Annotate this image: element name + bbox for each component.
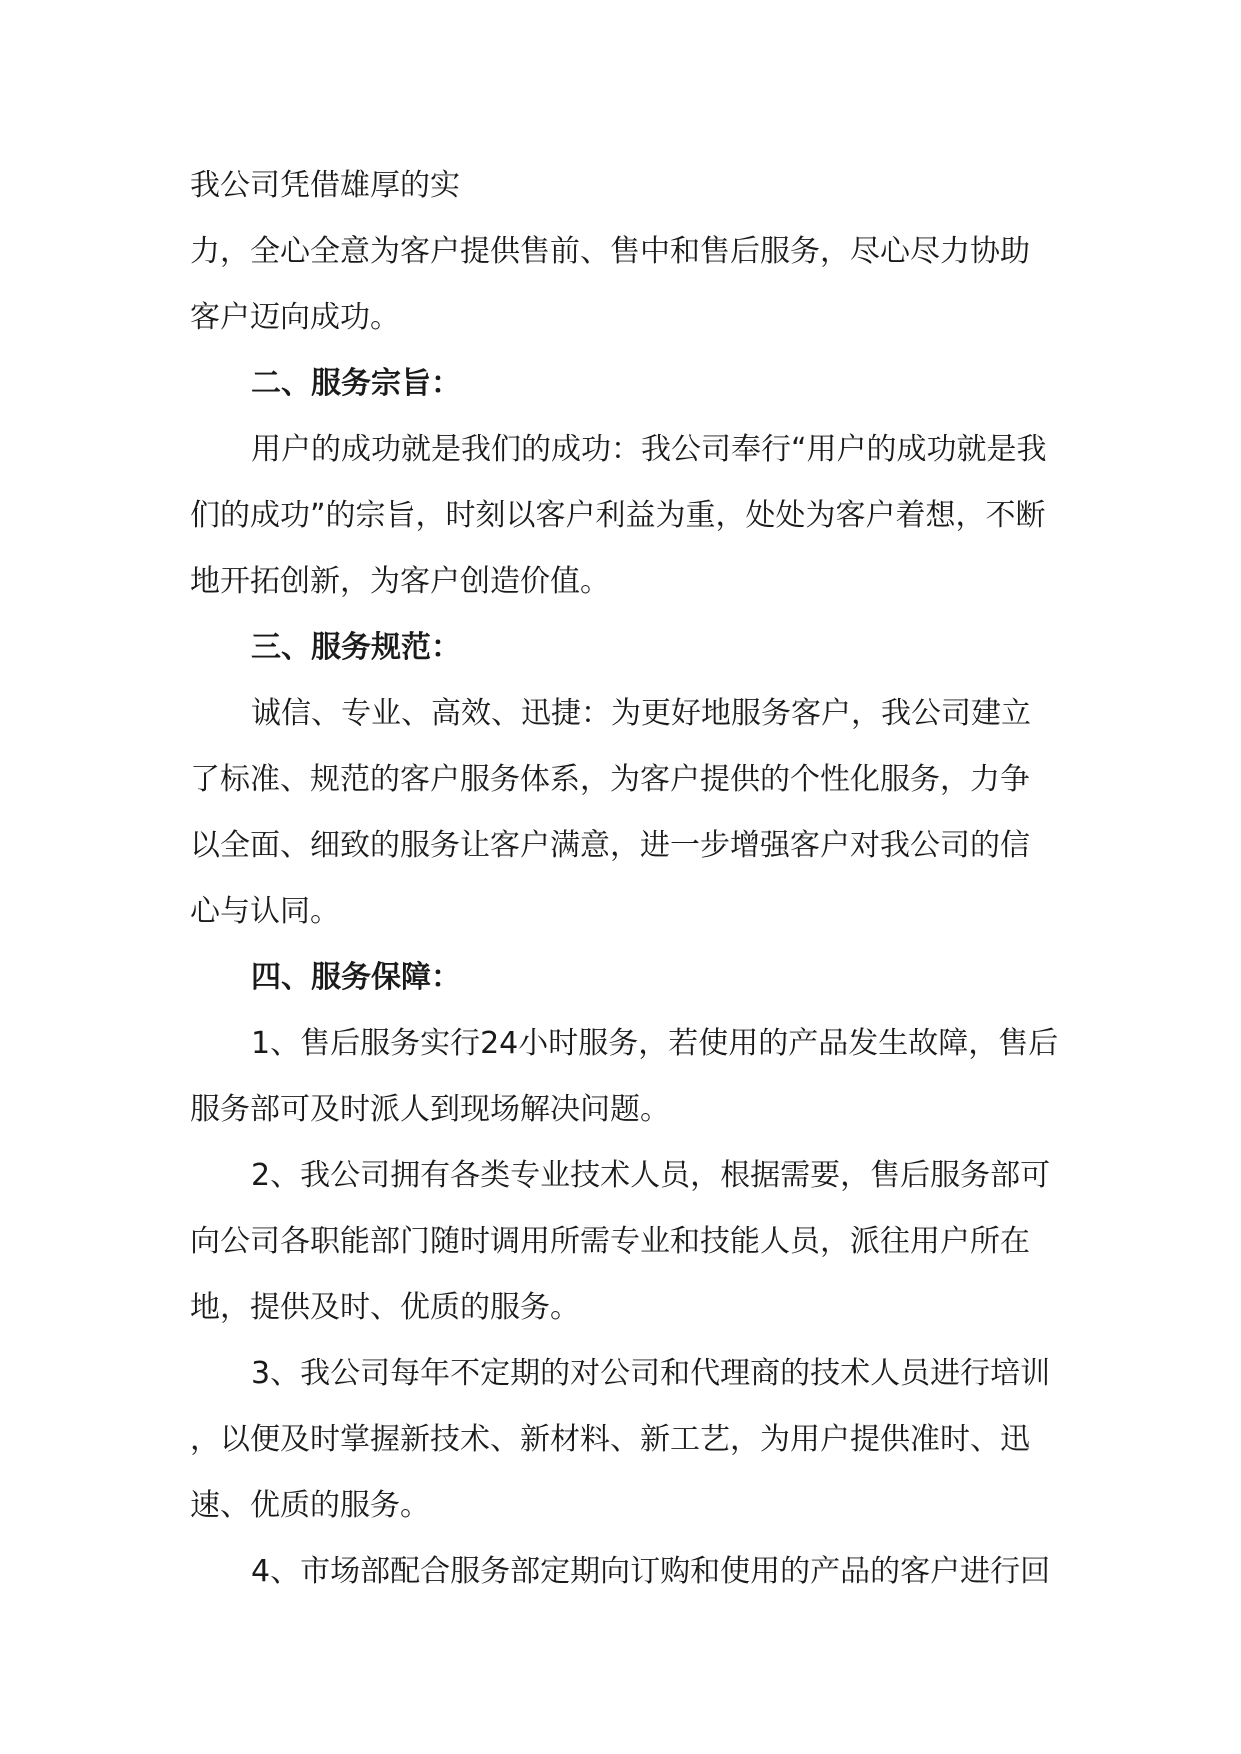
section-heading-service-guarantee: 四、服务保障： — [251, 960, 461, 995]
paragraph-line: 我公司凭借雄厚的实 — [190, 168, 460, 203]
paragraph-line: 客户迈向成功。 — [190, 300, 400, 335]
paragraph-line: 心与认同。 — [190, 894, 340, 929]
list-item-line: 3、我公司每年不定期的对公司和代理商的技术人员进行培训 — [251, 1356, 1051, 1391]
paragraph-line: 力，全心全意为客户提供售前、售中和售后服务，尽心尽力协助 — [190, 234, 1030, 269]
paragraph-line: 用户的成功就是我们的成功：我公司奉行“用户的成功就是我 — [251, 432, 1047, 467]
list-item-line: 速、优质的服务。 — [190, 1488, 430, 1523]
section-heading-service-standards: 三、服务规范： — [251, 630, 461, 665]
paragraph-line: 们的成功”的宗旨，时刻以客户利益为重，处处为客户着想，不断 — [190, 498, 1046, 533]
list-item-line: 2、我公司拥有各类专业技术人员，根据需要，售后服务部可 — [251, 1158, 1051, 1193]
paragraph-line: 以全面、细致的服务让客户满意，进一步增强客户对我公司的信 — [190, 828, 1030, 863]
paragraph-line: 了标准、规范的客户服务体系，为客户提供的个性化服务，力争 — [190, 762, 1030, 797]
paragraph-line: 地开拓创新，为客户创造价值。 — [190, 564, 610, 599]
list-item-line: 4、市场部配合服务部定期向订购和使用的产品的客户进行回 — [251, 1554, 1051, 1589]
list-item-line: 地，提供及时、优质的服务。 — [190, 1290, 580, 1325]
list-item-line: ，以便及时掌握新技术、新材料、新工艺，为用户提供准时、迅 — [190, 1422, 1030, 1457]
list-item-line: 1、售后服务实行24小时服务，若使用的产品发生故障，售后 — [251, 1026, 1059, 1061]
paragraph-line: 诚信、专业、高效、迅捷：为更好地服务客户，我公司建立 — [251, 696, 1031, 731]
section-heading-service-purpose: 二、服务宗旨： — [251, 366, 461, 401]
list-item-line: 服务部可及时派人到现场解决问题。 — [190, 1092, 670, 1127]
list-item-line: 向公司各职能部门随时调用所需专业和技能人员，派往用户所在 — [190, 1224, 1030, 1259]
